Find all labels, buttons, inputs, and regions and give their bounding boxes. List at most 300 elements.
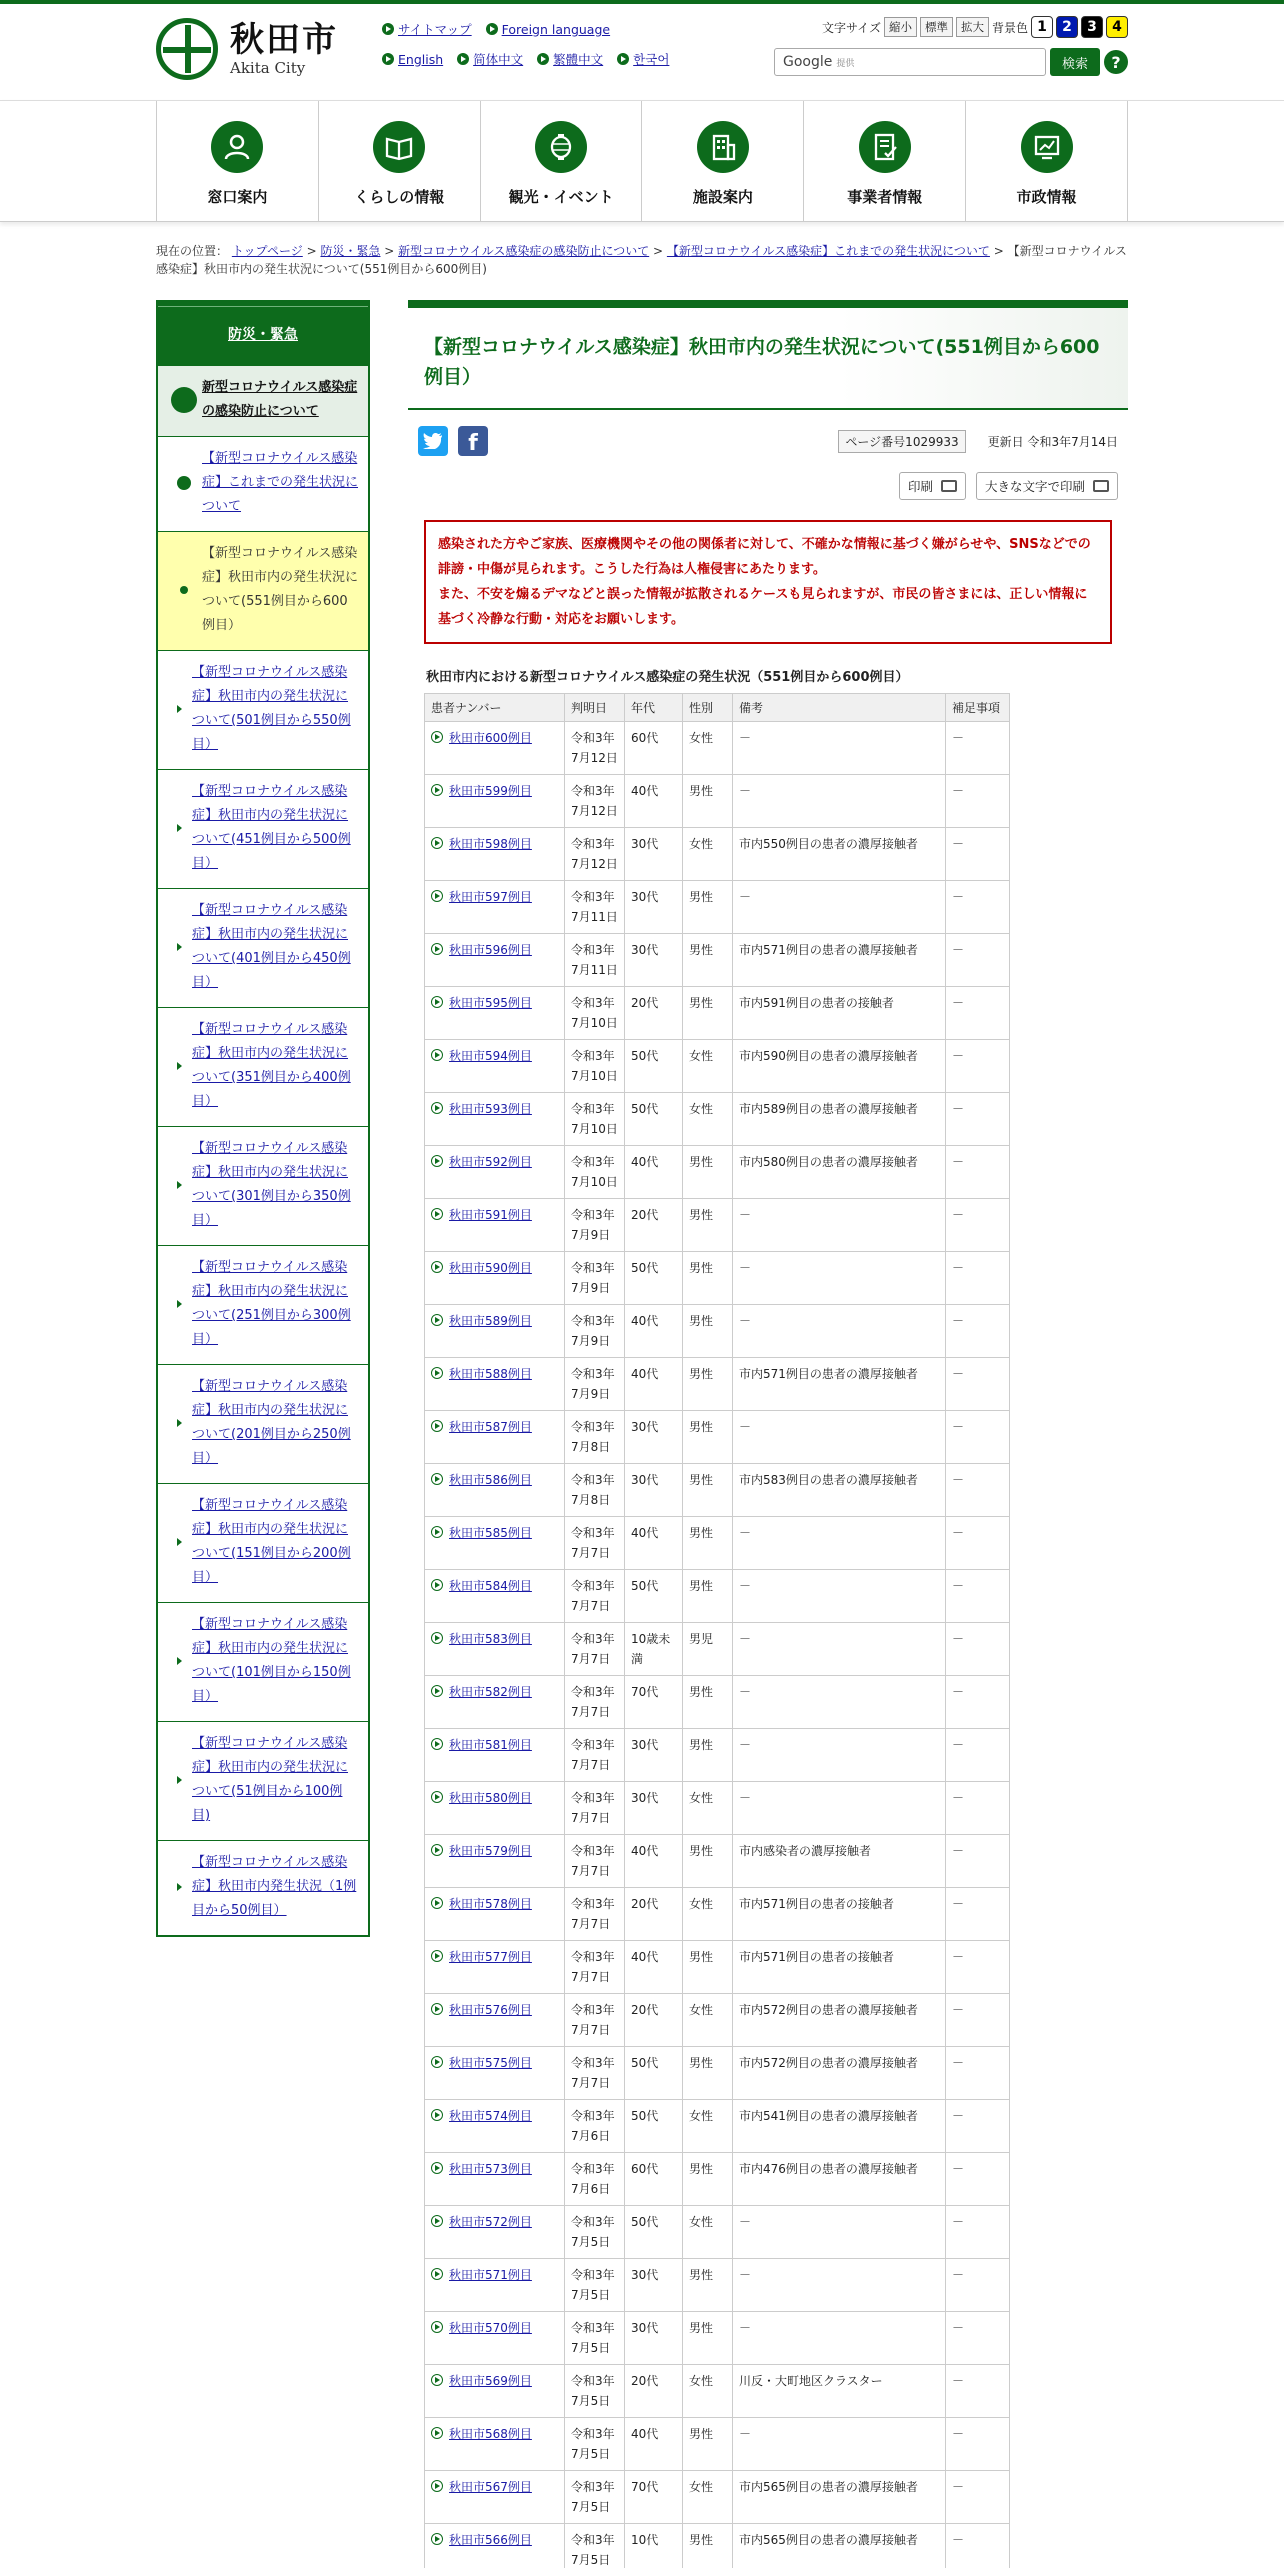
cell-age: 50代 — [625, 2100, 683, 2153]
cell-patient — [425, 2312, 565, 2365]
arrow-icon — [177, 1181, 182, 1189]
cell-age: 20代 — [625, 1888, 683, 1941]
patient-link[interactable]: 秋田市591例目 — [449, 1208, 532, 1222]
sitemap-link[interactable] — [382, 20, 472, 38]
cell-notes: 市内583例目の患者の濃厚接触者 — [733, 1464, 946, 1517]
cell-patient — [425, 1358, 565, 1411]
cell-supplement: － — [946, 1782, 1010, 1835]
warning-text-1: 感染された方やご家族、医療機関やその他の関係者に対して、不確かな情報に基づく嫌がらせや、SNSなどでの誹謗・中傷が見られます。こうした行為は人権侵害にあたります。 — [438, 537, 1091, 577]
cell-supplement: － — [946, 1411, 1010, 1464]
arrow-circle-icon — [431, 1102, 443, 1114]
arrow-circle-icon — [382, 53, 394, 65]
col-notes: 備考 — [733, 694, 946, 722]
table-row — [425, 828, 1010, 881]
cell-patient — [425, 1994, 565, 2047]
patient-link[interactable]: 秋田市573例目 — [449, 2162, 532, 2176]
cell-notes: － — [733, 1199, 946, 1252]
cell-sex: 女性 — [683, 828, 733, 881]
cell-patient — [425, 1411, 565, 1464]
patient-link[interactable]: 秋田市582例目 — [449, 1685, 532, 1699]
header-links — [382, 20, 669, 80]
cell-notes: － — [733, 2312, 946, 2365]
print-label: 印刷 — [907, 479, 933, 494]
cell-date: 令和3年7月7日 — [565, 1517, 625, 1570]
cell-sex: 男性 — [683, 1411, 733, 1464]
sidebar-item[interactable] — [158, 1841, 368, 1935]
arrow-circle-icon — [486, 23, 498, 35]
sidebar-item[interactable] — [158, 1008, 368, 1127]
cell-date: 令和3年7月9日 — [565, 1199, 625, 1252]
arrow-icon — [177, 1062, 182, 1070]
book-icon — [373, 121, 425, 173]
cell-notes: 市内580例目の患者の濃厚接触者 — [733, 1146, 946, 1199]
search-provided-label: 提供 — [836, 58, 855, 69]
cell-age: 50代 — [625, 1040, 683, 1093]
cell-sex: 男児 — [683, 1623, 733, 1676]
sitemap-link-text[interactable]: サイトマップ — [398, 22, 472, 37]
table-row — [425, 1358, 1010, 1411]
cell-sex: 男性 — [683, 2047, 733, 2100]
cell-patient — [425, 775, 565, 828]
col-patient-number: 患者ナンバー — [425, 694, 565, 722]
korean-link-text[interactable]: 한국어 — [633, 52, 670, 67]
english-link[interactable] — [382, 50, 443, 68]
cell-patient — [425, 1888, 565, 1941]
arrow-circle-icon — [431, 1897, 443, 1909]
cell-patient — [425, 828, 565, 881]
cell-sex: 男性 — [683, 1517, 733, 1570]
table-row — [425, 1464, 1010, 1517]
cell-age: 50代 — [625, 1252, 683, 1305]
sidebar-item-label[interactable]: 【新型コロナウイルス感染症】秋田市内の発生状況について(451例目から500例目） — [192, 784, 351, 871]
cell-date: 令和3年7月5日 — [565, 2259, 625, 2312]
table-row — [425, 1305, 1010, 1358]
cell-notes: － — [733, 1411, 946, 1464]
patient-link[interactable]: 秋田市575例目 — [449, 2056, 532, 2070]
cell-sex: 女性 — [683, 1040, 733, 1093]
table-row — [425, 1570, 1010, 1623]
arrow-circle-icon — [431, 2109, 443, 2121]
text-size-standard-button[interactable]: 標準 — [920, 17, 953, 37]
sidebar-item-history[interactable] — [158, 437, 368, 532]
gnav-label: 市政情報 — [1016, 188, 1077, 206]
cell-supplement: － — [946, 1040, 1010, 1093]
patient-link[interactable]: 秋田市572例目 — [449, 2215, 532, 2229]
arrow-circle-icon — [431, 2427, 443, 2439]
table-caption: 秋田市内における新型コロナウイルス感染症の発生状況（551例目から600例目） — [426, 670, 909, 685]
gnav-counter-info[interactable] — [156, 101, 318, 222]
cell-sex: 男性 — [683, 1570, 733, 1623]
cell-date: 令和3年7月7日 — [565, 2047, 625, 2100]
table-row — [425, 987, 1010, 1040]
cell-date: 令和3年7月12日 — [565, 722, 625, 775]
sidebar-item-label[interactable]: 【新型コロナウイルス感染症】秋田市内の発生状況について(201例目から250例目） — [192, 1379, 351, 1466]
cell-sex: 男性 — [683, 2524, 733, 2568]
sidebar-item-label[interactable]: 【新型コロナウイルス感染症】秋田市内の発生状況について(501例目から550例目） — [192, 665, 351, 752]
arrow-circle-icon — [431, 996, 443, 1008]
arrow-circle-icon — [431, 2056, 443, 2068]
col-supplement: 補足事項 — [946, 694, 1010, 722]
table-row — [425, 881, 1010, 934]
patient-link[interactable]: 秋田市584例目 — [449, 1579, 532, 1593]
table-row — [425, 1146, 1010, 1199]
cell-patient — [425, 1729, 565, 1782]
cell-date: 令和3年7月12日 — [565, 828, 625, 881]
traditional-chinese-link[interactable] — [537, 50, 603, 68]
cell-patient — [425, 1835, 565, 1888]
patient-link[interactable]: 秋田市595例目 — [449, 996, 532, 1010]
sidebar-item-label[interactable]: 【新型コロナウイルス感染症】秋田市内の発生状況について(251例目から300例目） — [192, 1260, 351, 1347]
cell-date: 令和3年7月12日 — [565, 775, 625, 828]
arrow-icon — [177, 1538, 182, 1546]
arrow-circle-icon — [431, 1632, 443, 1644]
cell-sex: 男性 — [683, 934, 733, 987]
arrow-icon — [177, 705, 182, 713]
cell-supplement: － — [946, 2312, 1010, 2365]
sidebar-item[interactable] — [158, 770, 368, 889]
cell-sex: 女性 — [683, 1782, 733, 1835]
cell-date: 令和3年7月5日 — [565, 2471, 625, 2524]
patient-link[interactable]: 秋田市570例目 — [449, 2321, 532, 2335]
gnav-business-info[interactable] — [803, 101, 965, 222]
sidebar-item-label[interactable]: 【新型コロナウイルス感染症】秋田市内の発生状況について(351例目から400例目） — [192, 1022, 351, 1109]
cell-patient — [425, 2259, 565, 2312]
sidebar-item[interactable] — [158, 1365, 368, 1484]
gnav-facilities[interactable] — [641, 101, 803, 222]
cell-notes: 市内591例目の患者の接触者 — [733, 987, 946, 1040]
cell-notes: － — [733, 1623, 946, 1676]
cell-date: 令和3年7月5日 — [565, 2312, 625, 2365]
cell-date: 令和3年7月7日 — [565, 1570, 625, 1623]
patient-link[interactable]: 秋田市596例目 — [449, 943, 532, 957]
cell-sex: 女性 — [683, 2100, 733, 2153]
table-row — [425, 2259, 1010, 2312]
patient-link[interactable]: 秋田市576例目 — [449, 2003, 532, 2017]
cell-supplement: － — [946, 1199, 1010, 1252]
cell-age: 60代 — [625, 2153, 683, 2206]
cell-sex: 男性 — [683, 2153, 733, 2206]
breadcrumb-history[interactable]: 【新型コロナウイルス感染症】これまでの発生状況について — [666, 244, 990, 258]
arrow-circle-icon — [537, 53, 549, 65]
foreign-language-link[interactable] — [486, 20, 610, 38]
city-emblem-icon — [156, 18, 218, 80]
patient-link[interactable]: 秋田市597例目 — [449, 890, 532, 904]
arrow-circle-icon — [431, 890, 443, 902]
cell-sex: 女性 — [683, 2471, 733, 2524]
arrow-circle-icon — [431, 731, 443, 743]
printer-icon — [1093, 480, 1109, 492]
sidebar-item-label[interactable]: 【新型コロナウイルス感染症】秋田市内の発生状況について(151例目から200例目） — [192, 1498, 351, 1585]
printer-icon — [941, 480, 957, 492]
cell-age: 20代 — [625, 1199, 683, 1252]
cell-date: 令和3年7月7日 — [565, 1676, 625, 1729]
foreign-language-link-text[interactable]: Foreign language — [501, 21, 611, 37]
cell-sex: 男性 — [683, 881, 733, 934]
patient-link[interactable]: 秋田市568例目 — [449, 2427, 532, 2441]
cell-notes: 市内589例目の患者の濃厚接触者 — [733, 1093, 946, 1146]
arrow-icon — [177, 1657, 182, 1665]
cell-age: 20代 — [625, 2365, 683, 2418]
gnav-living-info[interactable] — [318, 101, 480, 222]
patient-link[interactable]: 秋田市598例目 — [449, 837, 532, 851]
table-row — [425, 1888, 1010, 1941]
patient-link[interactable]: 秋田市600例目 — [449, 731, 532, 745]
cell-age: 20代 — [625, 1994, 683, 2047]
sidebar-item-label[interactable]: 【新型コロナウイルス感染症】これまでの発生状況について — [202, 451, 359, 514]
table-row — [425, 1835, 1010, 1888]
cell-sex: 男性 — [683, 1464, 733, 1517]
gnav-label: 観光・イベント — [508, 188, 614, 206]
cell-sex: 男性 — [683, 1358, 733, 1411]
cell-notes: － — [733, 1570, 946, 1623]
facebook-icon[interactable]: f — [458, 426, 488, 456]
patient-link[interactable]: 秋田市567例目 — [449, 2480, 532, 2494]
cell-sex: 男性 — [683, 1941, 733, 1994]
cell-date: 令和3年7月9日 — [565, 1305, 625, 1358]
cell-date: 令和3年7月11日 — [565, 881, 625, 934]
sidebar-item-label[interactable]: 【新型コロナウイルス感染症】秋田市内の発生状況について(301例目から350例目） — [192, 1141, 351, 1228]
cell-supplement: － — [946, 1941, 1010, 1994]
lantern-icon — [535, 121, 587, 173]
cell-date: 令和3年7月10日 — [565, 1040, 625, 1093]
cell-notes: 市内565例目の患者の濃厚接触者 — [733, 2524, 946, 2568]
patient-link[interactable]: 秋田市569例目 — [449, 2374, 532, 2388]
cell-patient — [425, 1676, 565, 1729]
cell-notes: 市内感染者の濃厚接触者 — [733, 1835, 946, 1888]
sidebar-item[interactable] — [158, 1722, 368, 1841]
patient-link[interactable]: 秋田市583例目 — [449, 1632, 532, 1646]
patient-link[interactable]: 秋田市594例目 — [449, 1049, 532, 1063]
bg-color-3-button[interactable]: 3 — [1081, 16, 1103, 38]
cell-patient — [425, 2206, 565, 2259]
cell-patient — [425, 1146, 565, 1199]
title-box — [408, 300, 1128, 410]
patient-link[interactable]: 秋田市574例目 — [449, 2109, 532, 2123]
cell-age: 10歳未満 — [625, 1623, 683, 1676]
arrow-circle-icon — [382, 23, 394, 35]
breadcrumb-prevention[interactable]: 新型コロナウイルス感染症の感染防止について — [398, 244, 650, 258]
warning-box — [424, 520, 1112, 644]
table-row — [425, 1411, 1010, 1464]
cell-notes: 市内571例目の患者の濃厚接触者 — [733, 934, 946, 987]
cell-supplement: － — [946, 1146, 1010, 1199]
cell-date: 令和3年7月7日 — [565, 1623, 625, 1676]
cell-notes: 市内476例目の患者の濃厚接触者 — [733, 2153, 946, 2206]
patient-link[interactable]: 秋田市571例目 — [449, 2268, 532, 2282]
cell-supplement: － — [946, 1835, 1010, 1888]
cell-date: 令和3年7月6日 — [565, 2153, 625, 2206]
cell-notes: 市内565例目の患者の濃厚接触者 — [733, 2471, 946, 2524]
patient-link[interactable]: 秋田市590例目 — [449, 1261, 532, 1275]
cell-date: 令和3年7月7日 — [565, 1941, 625, 1994]
cell-patient — [425, 2153, 565, 2206]
breadcrumb-top[interactable]: トップページ — [231, 244, 303, 258]
bg-color-2-button[interactable]: 2 — [1056, 16, 1078, 38]
arrow-icon — [177, 824, 182, 832]
cell-age: 70代 — [625, 2471, 683, 2524]
cell-patient — [425, 1040, 565, 1093]
english-link-text[interactable]: English — [398, 51, 444, 67]
arrow-circle-icon — [431, 2003, 443, 2015]
table-row — [425, 2471, 1010, 2524]
search-button[interactable]: 検索 — [1050, 48, 1100, 76]
cell-supplement: － — [946, 987, 1010, 1040]
patient-link[interactable]: 秋田市587例目 — [449, 1420, 532, 1434]
cell-supplement: － — [946, 2471, 1010, 2524]
arrow-circle-icon — [431, 2374, 443, 2386]
cell-date: 令和3年7月6日 — [565, 2100, 625, 2153]
arrow-circle-icon — [431, 837, 443, 849]
simplified-chinese-link-text[interactable]: 简体中文 — [473, 52, 524, 67]
patient-link[interactable]: 秋田市586例目 — [449, 1473, 532, 1487]
sidebar-item-label[interactable]: 【新型コロナウイルス感染症】秋田市内の発生状況について(51例目から100例目) — [192, 1736, 349, 1823]
table-row — [425, 2047, 1010, 2100]
cell-age: 70代 — [625, 1676, 683, 1729]
cell-supplement: － — [946, 1994, 1010, 2047]
cell-age: 30代 — [625, 1411, 683, 1464]
search-input[interactable] — [774, 48, 1046, 76]
cell-date: 令和3年7月7日 — [565, 1835, 625, 1888]
patient-link[interactable]: 秋田市580例目 — [449, 1791, 532, 1805]
cell-notes: － — [733, 2418, 946, 2471]
sidebar-item-prevention[interactable] — [158, 366, 368, 437]
korean-link[interactable] — [617, 50, 669, 68]
cell-sex: 女性 — [683, 2206, 733, 2259]
print-large-label: 大きな文字で印刷 — [984, 479, 1085, 494]
cases-table — [424, 693, 1010, 2568]
cell-supplement: － — [946, 1093, 1010, 1146]
cell-date: 令和3年7月5日 — [565, 2365, 625, 2418]
col-age: 年代 — [625, 694, 683, 722]
patient-link[interactable]: 秋田市588例目 — [449, 1367, 532, 1381]
cell-sex: 女性 — [683, 2365, 733, 2418]
patient-link[interactable]: 秋田市581例目 — [449, 1738, 532, 1752]
site-logo[interactable] — [156, 18, 338, 80]
print-large-button[interactable] — [976, 472, 1118, 500]
breadcrumb: 現在の位置： トップページ > 防災・緊急 > 新型コロナウイルス感染症の感染防止について > 【新型コロナウイルス感染症】これまでの発生状況について > 【新型コロナウイルス感染症】秋田市内の発生状況について(551例目から600例目) — [156, 244, 1127, 276]
patient-link[interactable]: 秋田市585例目 — [449, 1526, 532, 1540]
arrow-circle-icon — [431, 784, 443, 796]
sidebar-item[interactable] — [158, 1603, 368, 1722]
cell-sex: 男性 — [683, 2312, 733, 2365]
cell-notes: － — [733, 1305, 946, 1358]
table-row — [425, 2153, 1010, 2206]
cell-patient — [425, 1093, 565, 1146]
patient-link[interactable]: 秋田市593例目 — [449, 1102, 532, 1116]
table-row — [425, 2365, 1010, 2418]
chart-board-icon — [1021, 121, 1073, 173]
patient-link[interactable]: 秋田市589例目 — [449, 1314, 532, 1328]
sidebar-item[interactable] — [158, 651, 368, 770]
cell-patient — [425, 2047, 565, 2100]
sidebar-heading[interactable]: 防災・緊急 — [158, 300, 368, 366]
patient-link[interactable]: 秋田市592例目 — [449, 1155, 532, 1169]
patient-link[interactable]: 秋田市577例目 — [449, 1950, 532, 1964]
bullet-icon — [171, 387, 197, 413]
arrow-circle-icon — [431, 2215, 443, 2227]
updated-date: 更新日 令和3年7月14日 — [987, 434, 1118, 449]
sidebar-item-label[interactable]: 【新型コロナウイルス感染症】秋田市内の発生状況について(401例目から450例目） — [192, 903, 351, 990]
cell-date: 令和3年7月7日 — [565, 1994, 625, 2047]
sidebar-item-label[interactable]: 【新型コロナウイルス感染症】秋田市内の発生状況について(101例目から150例目） — [192, 1617, 351, 1704]
breadcrumb-current: 【新型コロナウイルス感染症】秋田市内の発生状況について(551例目から600例目) — [156, 244, 1127, 276]
traditional-chinese-link-text[interactable]: 繁體中文 — [553, 52, 604, 67]
cell-notes: － — [733, 2206, 946, 2259]
gnav-tourism-events[interactable] — [480, 101, 642, 222]
logo-japanese: 秋田市 — [230, 19, 338, 60]
cell-date: 令和3年7月8日 — [565, 1411, 625, 1464]
cell-sex: 男性 — [683, 1199, 733, 1252]
print-button[interactable] — [899, 472, 966, 500]
cell-patient — [425, 1782, 565, 1835]
cell-age: 40代 — [625, 1358, 683, 1411]
gnav-city-admin[interactable] — [965, 101, 1128, 222]
cell-notes: － — [733, 775, 946, 828]
gnav-label: くらしの情報 — [354, 188, 445, 206]
cell-sex: 男性 — [683, 1305, 733, 1358]
main-content — [408, 300, 1128, 2568]
cell-supplement: － — [946, 2524, 1010, 2568]
patient-link[interactable]: 秋田市566例目 — [449, 2533, 532, 2547]
sidebar — [156, 300, 370, 1937]
sidebar-item[interactable] — [158, 1127, 368, 1246]
cell-age: 30代 — [625, 934, 683, 987]
patient-link[interactable]: 秋田市578例目 — [449, 1897, 532, 1911]
cell-patient — [425, 934, 565, 987]
cell-patient — [425, 881, 565, 934]
cell-age: 40代 — [625, 1835, 683, 1888]
cell-date: 令和3年7月5日 — [565, 2206, 625, 2259]
cell-age: 30代 — [625, 828, 683, 881]
cell-age: 30代 — [625, 1729, 683, 1782]
cell-notes: － — [733, 1676, 946, 1729]
cell-age: 30代 — [625, 881, 683, 934]
gnav-label: 施設案内 — [692, 188, 753, 206]
help-icon[interactable]: ? — [1104, 50, 1128, 74]
sidebar-item[interactable] — [158, 1484, 368, 1603]
sidebar-item[interactable] — [158, 1246, 368, 1365]
cell-notes: － — [733, 2259, 946, 2312]
bg-color-4-button[interactable]: 4 — [1106, 16, 1128, 38]
table-row — [425, 1093, 1010, 1146]
cell-supplement: － — [946, 1305, 1010, 1358]
cell-sex: 男性 — [683, 987, 733, 1040]
cell-supplement: － — [946, 1252, 1010, 1305]
cell-supplement: － — [946, 1888, 1010, 1941]
cell-sex: 男性 — [683, 2259, 733, 2312]
cell-age: 50代 — [625, 2206, 683, 2259]
cell-date: 令和3年7月10日 — [565, 1093, 625, 1146]
breadcrumb-disaster[interactable]: 防災・緊急 — [320, 244, 381, 258]
text-size-large-button[interactable]: 拡大 — [956, 17, 989, 37]
twitter-icon[interactable] — [418, 426, 448, 456]
patient-link[interactable]: 秋田市579例目 — [449, 1844, 532, 1858]
sidebar-item-label[interactable]: 【新型コロナウイルス感染症】秋田市内発生状況（1例目から50例目） — [192, 1855, 357, 1918]
arrow-circle-icon — [431, 1844, 443, 1856]
patient-link[interactable]: 秋田市599例目 — [449, 784, 532, 798]
cell-supplement: － — [946, 1358, 1010, 1411]
arrow-circle-icon — [431, 1473, 443, 1485]
bg-color-label: 背景色 — [991, 20, 1028, 35]
text-size-small-button[interactable]: 縮小 — [884, 17, 917, 37]
bg-color-1-button[interactable]: 1 — [1031, 16, 1053, 38]
simplified-chinese-link[interactable] — [457, 50, 523, 68]
cell-supplement: － — [946, 2153, 1010, 2206]
sidebar-item[interactable] — [158, 889, 368, 1008]
arrow-circle-icon — [431, 943, 443, 955]
cell-supplement: － — [946, 1729, 1010, 1782]
cell-notes: － — [733, 1517, 946, 1570]
